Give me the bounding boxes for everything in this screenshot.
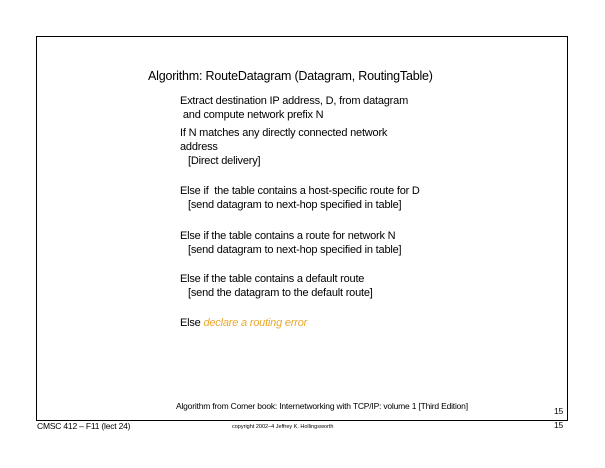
step-network-route-action: [send datagram to next-hop specified in table] (188, 244, 402, 256)
step-direct (180, 126, 387, 168)
step-extract-line1: Extract destination IP address, D, from datagram (180, 95, 409, 107)
step-default-route (180, 272, 373, 300)
else-prefix: Else (180, 317, 204, 329)
course-label: CMSC 412 – F11 (lect 24) (37, 421, 131, 431)
step-host-route-action: [send datagram to next-hop specified in table] (188, 199, 402, 211)
slide-number-upper: 15 (554, 406, 564, 416)
step-network-route (180, 229, 401, 257)
step-default-route-line1: Else if the table contains a default route (180, 273, 365, 285)
page-number: 15 (554, 420, 564, 430)
step-else-error (180, 316, 307, 330)
step-extract-line2: and compute network prefix N (180, 109, 324, 121)
step-direct-action: [Direct delivery] (188, 155, 261, 167)
step-network-route-line1: Else if the table contains a route for network N (180, 230, 396, 242)
step-extract (180, 94, 408, 122)
step-direct-line2: address (180, 141, 218, 153)
step-default-route-action: [send the datagram to the default route] (188, 287, 373, 299)
routing-error-text: declare a routing error (203, 317, 308, 329)
slide-title: Algorithm: RouteDatagram (Datagram, RoutingTable) (148, 69, 433, 83)
step-direct-line1: If N matches any directly connected network (180, 127, 388, 139)
step-host-route (180, 184, 420, 212)
step-host-route-line1: Else if the table contains a host-specific route for D (180, 185, 420, 197)
source-note: Algorithm from Comer book: Internetworking with TCP/IP: volume 1 [Third Edition] (176, 401, 468, 411)
copyright-note: copyright 2002–4 Jeffrey K. Hollingsworth (232, 424, 334, 430)
